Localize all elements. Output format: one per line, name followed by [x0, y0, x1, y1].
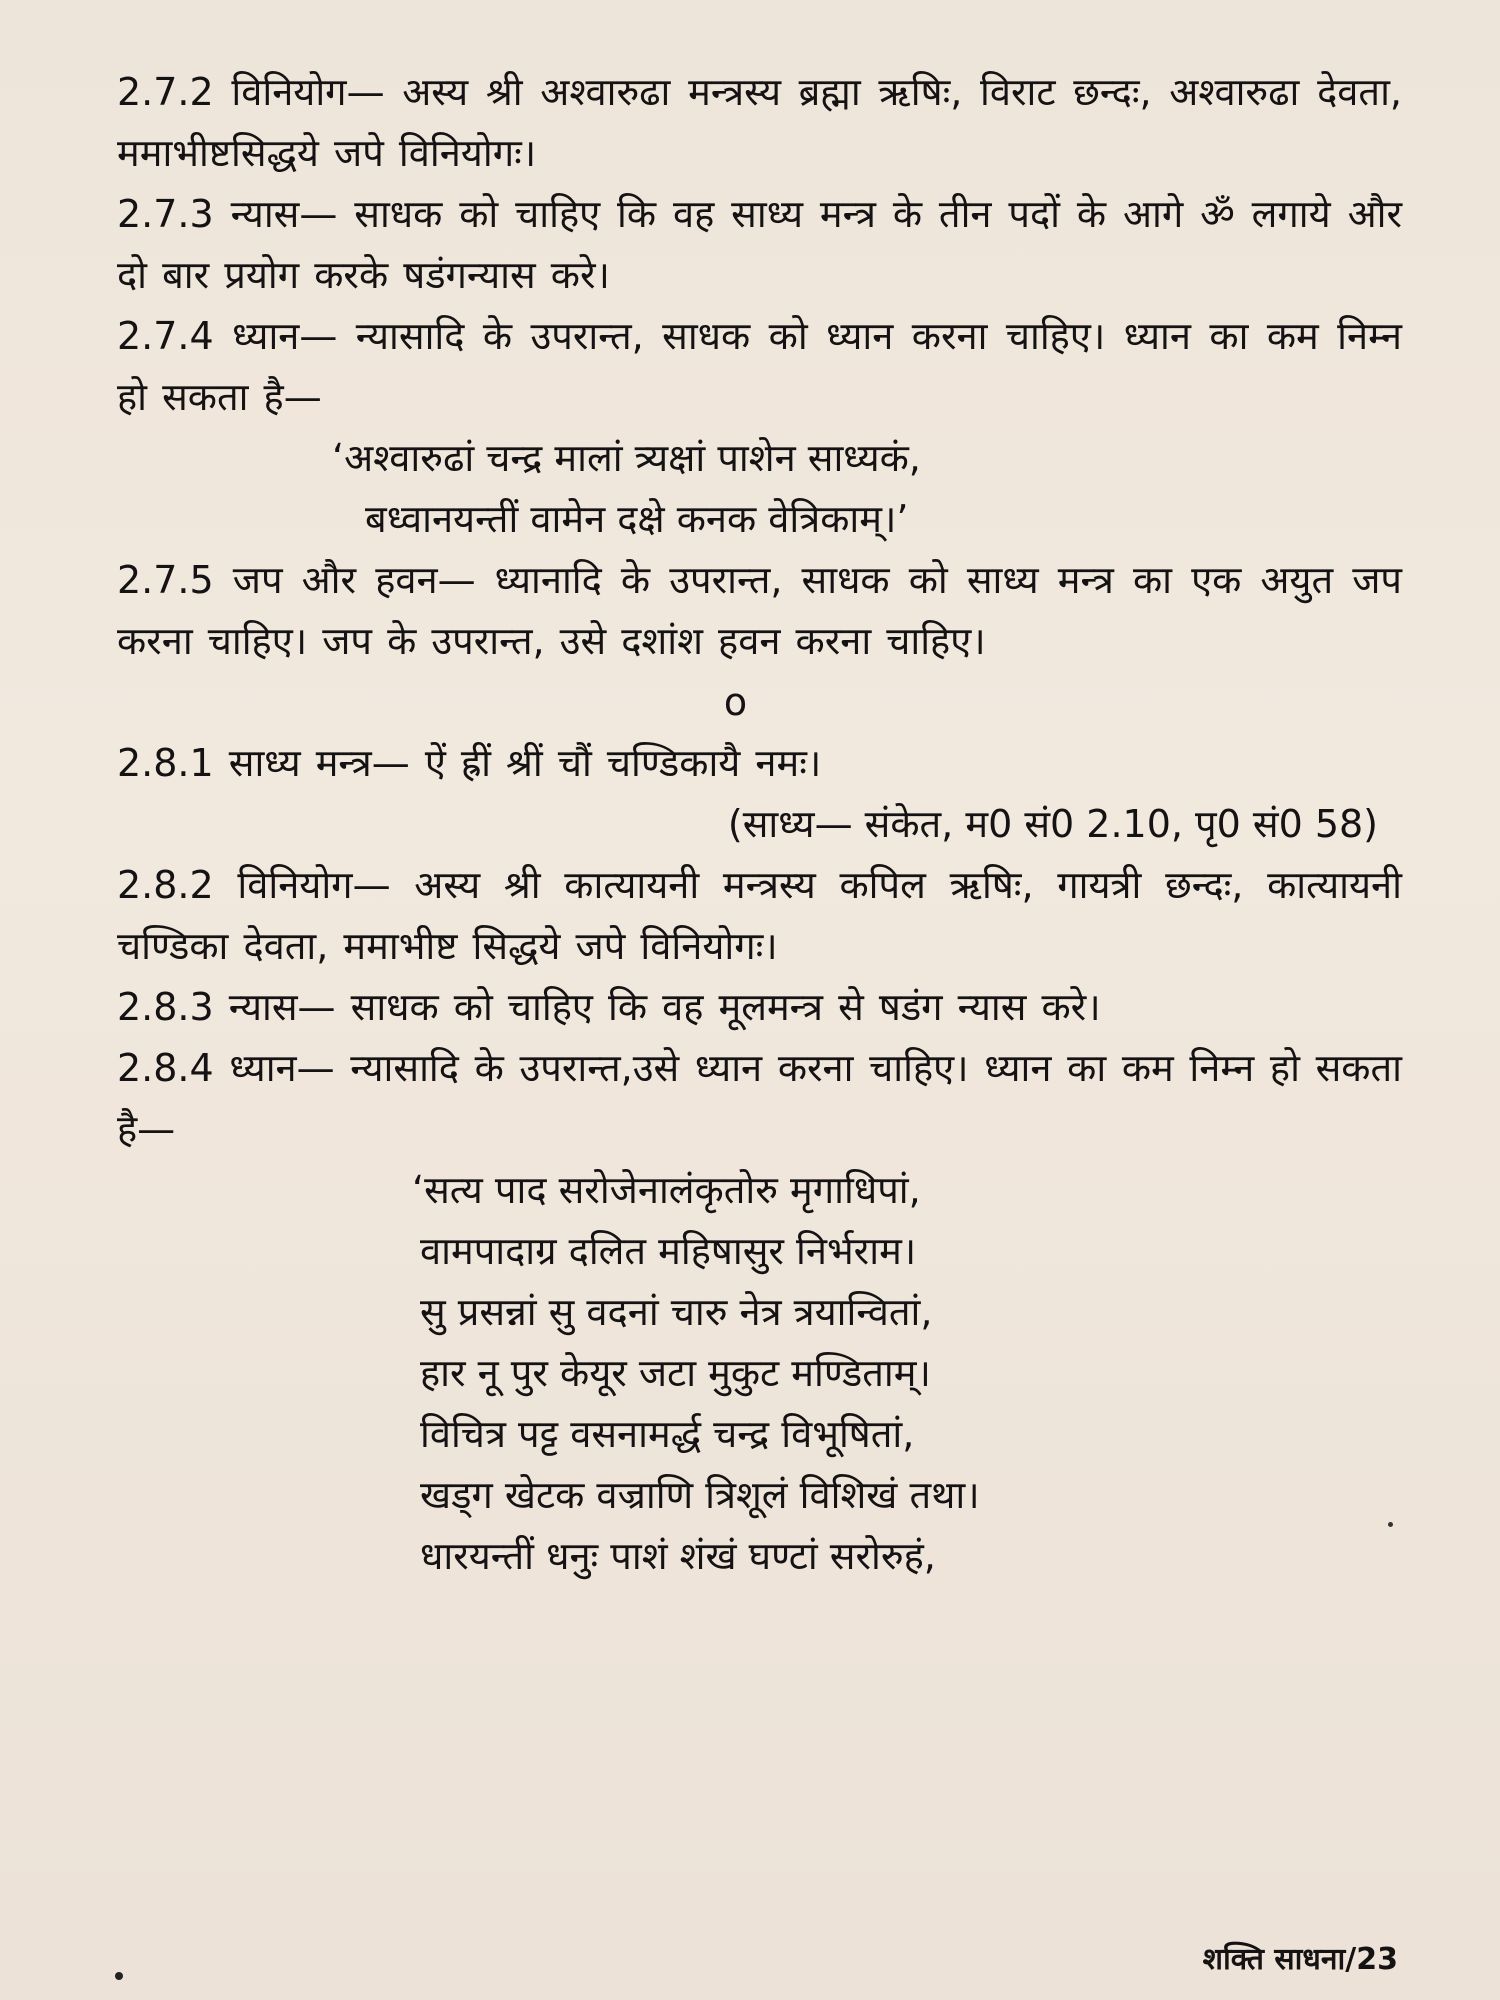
section-2-8-1-sadhya-mantra: 2.8.1 साध्य मन्त्र— ऐं ह्रीं श्रीं चौं चण्डिकायै नमः।: [117, 741, 822, 785]
verse-line: सु प्रसन्नां सु वदनां चारु नेत्र त्रयान्वितां,: [420, 1290, 933, 1334]
section-2-8-4-dhyana: 2.8.4 ध्यान— न्यासादि के उपरान्त,उसे ध्यान करना चाहिए। ध्यान का कम निम्न हो सकता है—: [117, 1046, 1402, 1151]
mantra-reference: (साध्य— संकेत, म0 सं0 2.10, पृ0 सं0 58): [727, 802, 1378, 846]
page-content: [117, 62, 1402, 1587]
verse-line: बध्वानयन्तीं वामेन दक्षे कनक वेत्रिकाम्।’: [365, 497, 909, 541]
section-2-7-2-viniyoga: 2.7.2 विनियोग— अस्य श्री अश्वारुढा मन्त्रस्य ब्रह्मा ऋषिः, विराट छन्दः, अश्वारुढा देवता, ममाभीष्टसिद्धये जपे विनियोगः।: [117, 70, 1402, 175]
verse-line: ‘अश्वारुढां चन्द्र मालां त्र्यक्षां पाशेन साध्यकं,: [332, 436, 921, 480]
section-2-7-4-dhyana: 2.7.4 ध्यान— न्यासादि के उपरान्त, साधक को ध्यान करना चाहिए। ध्यान का कम निम्न हो सकता है—: [117, 314, 1402, 419]
section-2-7-3-nyasa: 2.7.3 न्यास— साधक को चाहिए कि वह साध्य मन्त्र के तीन पदों के आगे ॐ लगाये और दो बार प्रयोग करके षडंगन्यास करे।: [117, 192, 1402, 297]
verse-line: धारयन्तीं धनुः पाशं शंखं घण्टां सरोरुहं,: [420, 1534, 936, 1578]
section-2-7-5-japa-havan: 2.7.5 जप और हवन— ध्यानादि के उपरान्त, साधक को साध्य मन्त्र का एक अयुत जप करना चाहिए। जप के उपरान्त, उसे दशांश हवन करना चाहिए।: [117, 558, 1402, 663]
section-2-8-3-nyasa: 2.8.3 न्यास— साधक को चाहिए कि वह मूलमन्त्र से षडंग न्यास करे।: [117, 985, 1101, 1029]
dhyana-verse-2: [117, 1160, 1402, 1587]
dhyana-verse-1: [117, 428, 1402, 550]
ink-speck: [1388, 1522, 1393, 1527]
verse-line: ‘सत्य पाद सरोजेनालंकृतोरु मृगाधिपां,: [412, 1168, 921, 1212]
verse-line: विचित्र पट्ट वसनामर्द्ध चन्द्र विभूषितां,: [420, 1412, 915, 1456]
verse-line: हार नू पुर केयूर जटा मुकुट मण्डिताम्।: [420, 1351, 931, 1395]
verse-line: वामपादाग्र दलित महिषासुर निर्भराम।: [420, 1229, 917, 1273]
verse-line: खड्ग खेटक वज्राणि त्रिशूलं विशिखं तथा।: [420, 1473, 980, 1517]
page-footer: शक्ति साधना/23: [1202, 1942, 1398, 1977]
ink-dot: [115, 1972, 123, 1980]
section-2-8-2-viniyoga: 2.8.2 विनियोग— अस्य श्री कात्यायनी मन्त्रस्य कपिल ऋषिः, गायत्री छन्दः, कात्यायनी चण्डिका देवता, ममाभीष्ट सिद्धये जपे विनियोगः।: [117, 863, 1402, 968]
section-separator: o: [723, 680, 748, 724]
